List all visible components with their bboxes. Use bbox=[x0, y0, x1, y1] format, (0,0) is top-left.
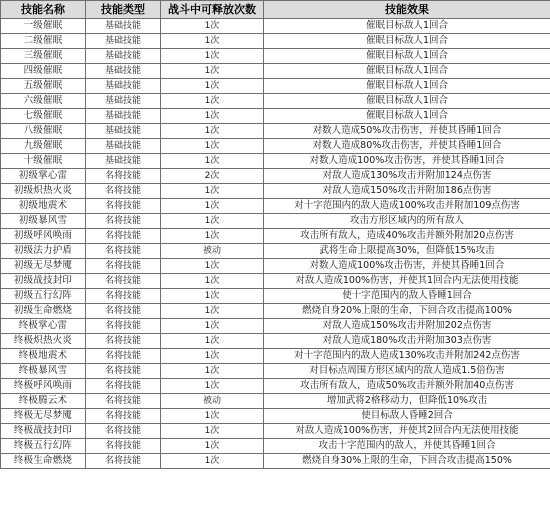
skill-effect-cell: 对敌人造成100%伤害，并使其1回合内无法使用技能 bbox=[264, 274, 550, 289]
table-row bbox=[1, 244, 550, 259]
uses-count-cell: 1次 bbox=[161, 124, 264, 139]
skill-effect-cell: 使十字范围内的敌人昏睡1回合 bbox=[264, 289, 550, 304]
skill-name-cell: 七级催眠 bbox=[1, 109, 86, 124]
skill-type-cell: 名将技能 bbox=[86, 394, 161, 409]
skill-name-cell: 四级催眠 bbox=[1, 64, 86, 79]
table-row bbox=[1, 184, 550, 199]
skill-effect-cell: 催眠目标敌人1回合 bbox=[264, 79, 550, 94]
uses-count-cell: 1次 bbox=[161, 214, 264, 229]
header-uses-per-battle: 战斗中可释放次数 bbox=[161, 1, 264, 19]
skill-type-cell: 基础技能 bbox=[86, 19, 161, 34]
skill-effect-cell: 燃烧自身30%上限的生命，下回合攻击提高150% bbox=[264, 454, 550, 469]
table-row bbox=[1, 229, 550, 244]
skill-effect-cell: 对敌人造成130%攻击并附加124点伤害 bbox=[264, 169, 550, 184]
uses-count-cell: 被动 bbox=[161, 244, 264, 259]
table-row bbox=[1, 424, 550, 439]
table-row bbox=[1, 334, 550, 349]
skill-name-cell: 八级催眠 bbox=[1, 124, 86, 139]
uses-count-cell: 1次 bbox=[161, 259, 264, 274]
skill-effect-cell: 对敌人造成100%伤害，并使其2回合内无法使用技能 bbox=[264, 424, 550, 439]
uses-count-cell: 1次 bbox=[161, 409, 264, 424]
uses-count-cell: 1次 bbox=[161, 319, 264, 334]
uses-count-cell: 1次 bbox=[161, 304, 264, 319]
skill-type-cell: 名将技能 bbox=[86, 289, 161, 304]
skill-effect-cell: 催眠目标敌人1回合 bbox=[264, 64, 550, 79]
skill-name-cell: 终极炽热火炎 bbox=[1, 334, 86, 349]
skill-name-cell: 五级催眠 bbox=[1, 79, 86, 94]
uses-count-cell: 1次 bbox=[161, 64, 264, 79]
table-row bbox=[1, 409, 550, 424]
table-row bbox=[1, 139, 550, 154]
skill-type-cell: 名将技能 bbox=[86, 439, 161, 454]
skill-effect-cell: 对目标点周围方形区域内的敌人造成1.5倍伤害 bbox=[264, 364, 550, 379]
uses-count-cell: 1次 bbox=[161, 109, 264, 124]
skill-effect-cell: 增加武将2格移动力，但降低10%攻击 bbox=[264, 394, 550, 409]
table-row bbox=[1, 64, 550, 79]
skill-effect-cell: 对敌人造成150%攻击并附加186点伤害 bbox=[264, 184, 550, 199]
table-row bbox=[1, 169, 550, 184]
skill-name-cell: 终极战技封印 bbox=[1, 424, 86, 439]
skill-effect-cell: 攻击方形区域内的所有敌人 bbox=[264, 214, 550, 229]
skill-name-cell: 初级炽热火炎 bbox=[1, 184, 86, 199]
skill-name-cell: 终极五行幻阵 bbox=[1, 439, 86, 454]
header-row bbox=[1, 1, 550, 19]
uses-count-cell: 1次 bbox=[161, 19, 264, 34]
skill-type-cell: 基础技能 bbox=[86, 154, 161, 169]
skill-effect-cell: 使目标敌人昏睡2回合 bbox=[264, 409, 550, 424]
skill-name-cell: 初级暴风雪 bbox=[1, 214, 86, 229]
header-skill-name: 技能名称 bbox=[1, 1, 86, 19]
skill-type-cell: 名将技能 bbox=[86, 379, 161, 394]
table-row bbox=[1, 154, 550, 169]
skill-effect-cell: 对敌人造成180%攻击并附加303点伤害 bbox=[264, 334, 550, 349]
skill-type-cell: 名将技能 bbox=[86, 274, 161, 289]
table-row bbox=[1, 79, 550, 94]
skill-effect-cell: 对数人造成80%攻击伤害，并使其昏睡1回合 bbox=[264, 139, 550, 154]
skill-effect-cell: 对数人造成100%攻击伤害，并使其昏睡1回合 bbox=[264, 259, 550, 274]
table-row bbox=[1, 259, 550, 274]
skill-type-cell: 名将技能 bbox=[86, 199, 161, 214]
skill-type-cell: 基础技能 bbox=[86, 124, 161, 139]
uses-count-cell: 被动 bbox=[161, 394, 264, 409]
skill-type-cell: 名将技能 bbox=[86, 349, 161, 364]
skill-type-cell: 名将技能 bbox=[86, 259, 161, 274]
uses-count-cell: 1次 bbox=[161, 379, 264, 394]
table-row bbox=[1, 34, 550, 49]
uses-count-cell: 1次 bbox=[161, 139, 264, 154]
skill-name-cell: 初级五行幻阵 bbox=[1, 289, 86, 304]
table-row bbox=[1, 94, 550, 109]
skill-effect-cell: 催眠目标敌人1回合 bbox=[264, 94, 550, 109]
skill-type-cell: 基础技能 bbox=[86, 49, 161, 64]
skill-name-cell: 终极地震术 bbox=[1, 349, 86, 364]
table-row bbox=[1, 379, 550, 394]
header-skill-effect: 技能效果 bbox=[264, 1, 550, 19]
table-row bbox=[1, 289, 550, 304]
uses-count-cell: 1次 bbox=[161, 334, 264, 349]
table-row bbox=[1, 199, 550, 214]
skill-effect-cell: 攻击所有敌人，造成40%攻击并额外附加20点伤害 bbox=[264, 229, 550, 244]
uses-count-cell: 1次 bbox=[161, 34, 264, 49]
skill-type-cell: 基础技能 bbox=[86, 64, 161, 79]
table-row bbox=[1, 304, 550, 319]
table-header bbox=[1, 1, 550, 19]
skill-type-cell: 名将技能 bbox=[86, 214, 161, 229]
skill-effect-cell: 催眠目标敌人1回合 bbox=[264, 49, 550, 64]
skill-effect-cell: 对数人造成100%攻击伤害，并使其昏睡1回合 bbox=[264, 154, 550, 169]
skill-name-cell: 初级生命燃烧 bbox=[1, 304, 86, 319]
skill-type-cell: 基础技能 bbox=[86, 34, 161, 49]
skill-type-cell: 基础技能 bbox=[86, 94, 161, 109]
table-row bbox=[1, 364, 550, 379]
skill-name-cell: 终极暴风雪 bbox=[1, 364, 86, 379]
skill-effect-cell: 攻击十字范围内的敌人，并使其昏睡1回合 bbox=[264, 439, 550, 454]
skill-effect-cell: 对十字范围内的敌人造成130%攻击并附加242点伤害 bbox=[264, 349, 550, 364]
skill-effect-cell: 催眠目标敌人1回合 bbox=[264, 109, 550, 124]
skill-name-cell: 一级催眠 bbox=[1, 19, 86, 34]
skill-type-cell: 名将技能 bbox=[86, 184, 161, 199]
skill-type-cell: 基础技能 bbox=[86, 139, 161, 154]
skill-name-cell: 三级催眠 bbox=[1, 49, 86, 64]
skill-effect-cell: 燃烧自身20%上限的生命，下回合攻击提高100% bbox=[264, 304, 550, 319]
uses-count-cell: 1次 bbox=[161, 49, 264, 64]
table-row bbox=[1, 439, 550, 454]
table-body bbox=[1, 19, 550, 469]
table-row bbox=[1, 454, 550, 469]
skill-name-cell: 终极呼风唤雨 bbox=[1, 379, 86, 394]
table-row bbox=[1, 214, 550, 229]
skill-name-cell: 初级地震术 bbox=[1, 199, 86, 214]
skill-name-cell: 初级掌心雷 bbox=[1, 169, 86, 184]
skill-type-cell: 基础技能 bbox=[86, 79, 161, 94]
uses-count-cell: 1次 bbox=[161, 454, 264, 469]
skill-effect-cell: 催眠目标敌人1回合 bbox=[264, 19, 550, 34]
uses-count-cell: 1次 bbox=[161, 79, 264, 94]
skill-effect-cell: 催眠目标敌人1回合 bbox=[264, 34, 550, 49]
skill-type-cell: 名将技能 bbox=[86, 319, 161, 334]
skill-type-cell: 名将技能 bbox=[86, 424, 161, 439]
uses-count-cell: 1次 bbox=[161, 154, 264, 169]
table-row bbox=[1, 49, 550, 64]
table-row bbox=[1, 109, 550, 124]
header-skill-type: 技能类型 bbox=[86, 1, 161, 19]
table-row bbox=[1, 394, 550, 409]
table-row bbox=[1, 124, 550, 139]
skill-effect-cell: 对十字范围内的敌人造成100%攻击并附加109点伤害 bbox=[264, 199, 550, 214]
skill-name-cell: 六级催眠 bbox=[1, 94, 86, 109]
skill-name-cell: 十级催眠 bbox=[1, 154, 86, 169]
uses-count-cell: 1次 bbox=[161, 424, 264, 439]
skill-effect-cell: 对敌人造成150%攻击并附加202点伤害 bbox=[264, 319, 550, 334]
skill-name-cell: 初级呼风唤雨 bbox=[1, 229, 86, 244]
skill-type-cell: 名将技能 bbox=[86, 229, 161, 244]
skill-type-cell: 名将技能 bbox=[86, 364, 161, 379]
skill-type-cell: 名将技能 bbox=[86, 409, 161, 424]
uses-count-cell: 1次 bbox=[161, 229, 264, 244]
table-row bbox=[1, 349, 550, 364]
table-row bbox=[1, 274, 550, 289]
uses-count-cell: 1次 bbox=[161, 184, 264, 199]
skill-type-cell: 名将技能 bbox=[86, 304, 161, 319]
skill-type-cell: 名将技能 bbox=[86, 244, 161, 259]
uses-count-cell: 1次 bbox=[161, 349, 264, 364]
uses-count-cell: 2次 bbox=[161, 169, 264, 184]
skill-name-cell: 九级催眠 bbox=[1, 139, 86, 154]
skill-name-cell: 初级战技封印 bbox=[1, 274, 86, 289]
table-row bbox=[1, 19, 550, 34]
uses-count-cell: 1次 bbox=[161, 289, 264, 304]
skill-name-cell: 初级法力护盾 bbox=[1, 244, 86, 259]
skill-name-cell: 二级催眠 bbox=[1, 34, 86, 49]
skill-type-cell: 名将技能 bbox=[86, 334, 161, 349]
uses-count-cell: 1次 bbox=[161, 439, 264, 454]
uses-count-cell: 1次 bbox=[161, 274, 264, 289]
uses-count-cell: 1次 bbox=[161, 199, 264, 214]
table-row bbox=[1, 319, 550, 334]
skill-name-cell: 终极腾云术 bbox=[1, 394, 86, 409]
skill-name-cell: 初级无尽梦魇 bbox=[1, 259, 86, 274]
skill-type-cell: 名将技能 bbox=[86, 169, 161, 184]
skill-name-cell: 终极生命燃烧 bbox=[1, 454, 86, 469]
uses-count-cell: 1次 bbox=[161, 364, 264, 379]
skill-name-cell: 终极无尽梦魇 bbox=[1, 409, 86, 424]
skill-effect-cell: 对数人造成50%攻击伤害，并使其昏睡1回合 bbox=[264, 124, 550, 139]
skill-type-cell: 基础技能 bbox=[86, 109, 161, 124]
skill-effect-cell: 攻击所有敌人，造成50%攻击并额外附加40点伤害 bbox=[264, 379, 550, 394]
skill-effect-cell: 武将生命上限提高30%，但降低15%攻击 bbox=[264, 244, 550, 259]
skill-name-cell: 终极掌心雷 bbox=[1, 319, 86, 334]
skill-type-cell: 名将技能 bbox=[86, 454, 161, 469]
uses-count-cell: 1次 bbox=[161, 94, 264, 109]
